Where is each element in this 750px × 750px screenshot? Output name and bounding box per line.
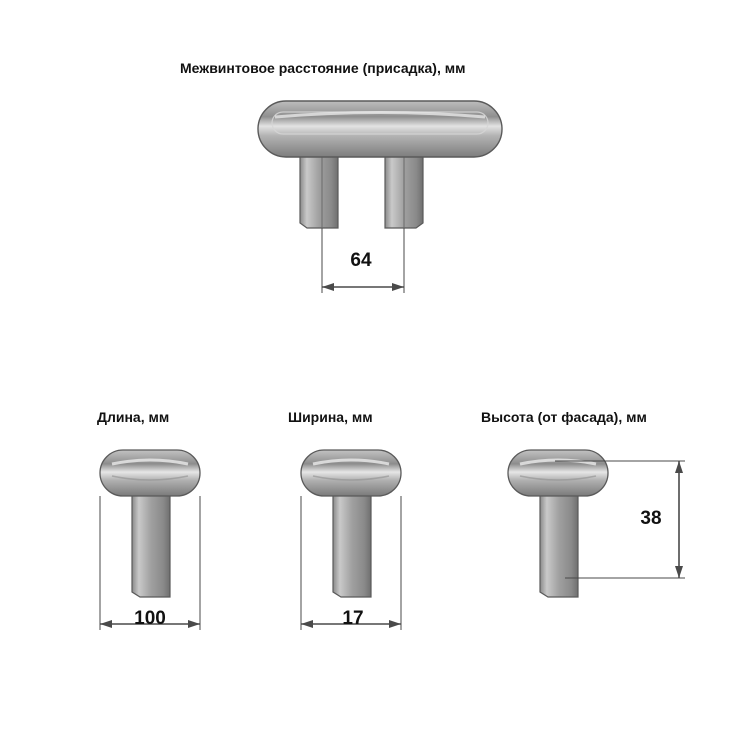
dimension-value-width: 17: [342, 608, 364, 629]
dimension-value-pitch: 64: [350, 250, 372, 271]
figure-caption-pitch: Межвинтовое расстояние (присадка), мм: [180, 60, 466, 76]
length-post: [132, 482, 170, 597]
pitch-drawing: [245, 95, 515, 305]
figure-caption-height: Высота (от фасада), мм: [481, 409, 647, 425]
height-dimension-line: [675, 461, 683, 578]
pitch-post-left: [300, 150, 338, 228]
figure-caption-length: Длина, мм: [97, 409, 170, 425]
figure-pitch: [245, 95, 515, 305]
dimension-value-height: 38: [640, 508, 662, 529]
width-post: [333, 482, 371, 597]
pitch-dimension-line: [322, 283, 404, 291]
height-handle-cap: [508, 450, 608, 496]
figure-caption-width: Ширина, мм: [288, 409, 373, 425]
height-drawing: [495, 440, 695, 640]
dimension-value-length: 100: [134, 608, 166, 629]
pitch-post-right: [385, 150, 423, 228]
width-handle-cap: [301, 450, 401, 496]
pitch-handle-cap: [258, 101, 502, 157]
figure-height: [495, 440, 695, 640]
height-post: [540, 482, 578, 597]
length-handle-cap: [100, 450, 200, 496]
